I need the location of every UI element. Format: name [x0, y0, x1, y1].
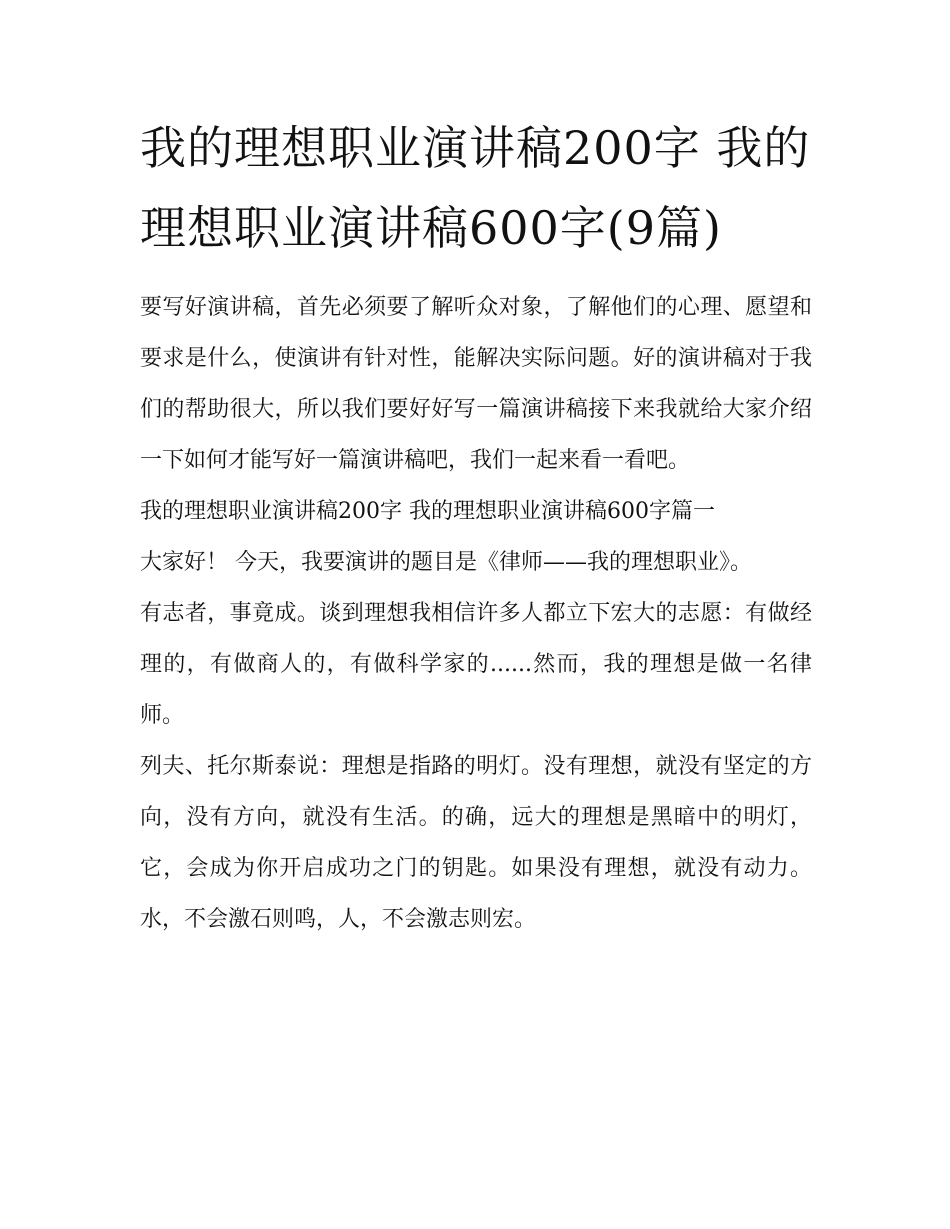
document-title: 我的理想职业演讲稿200字 我的理想职业演讲稿600字(9篇): [140, 121, 811, 255]
document-page: [140, 108, 812, 945]
intro-paragraph: 要写好演讲稿，首先必须要了解听众对象，了解他们的心理、愿望和要求是什么，使演讲有针对性，能解决实际问题。好的演讲稿对于我们的帮助很大，所以我们要好好写一篇演讲稿接下来我就给大家介绍一下如何才能写好一篇演讲稿吧，我们一起来看一看吧。: [140, 295, 812, 473]
section-heading: 我的理想职业演讲稿200字 我的理想职业演讲稿600字篇一: [140, 499, 715, 524]
body-paragraph: 列夫、托尔斯泰说：理想是指路的明灯。没有理想，就没有坚定的方向，没有方向，就没有生活。的确，远大的理想是黑暗中的明灯，它，会成为你开启成功之门的钥匙。如果没有理想，就没有动力。水，不会激石则鸣，人，不会激志则宏。: [140, 754, 812, 932]
body-paragraph: 有志者，事竟成。谈到理想我相信许多人都立下宏大的志愿：有做经理的，有做商人的，有做科学家的......然而，我的理想是做一名律师。: [140, 601, 812, 728]
greeting-paragraph: 大家好！ 今天，我要演讲的题目是《律师——我的理想职业》。: [140, 550, 752, 575]
